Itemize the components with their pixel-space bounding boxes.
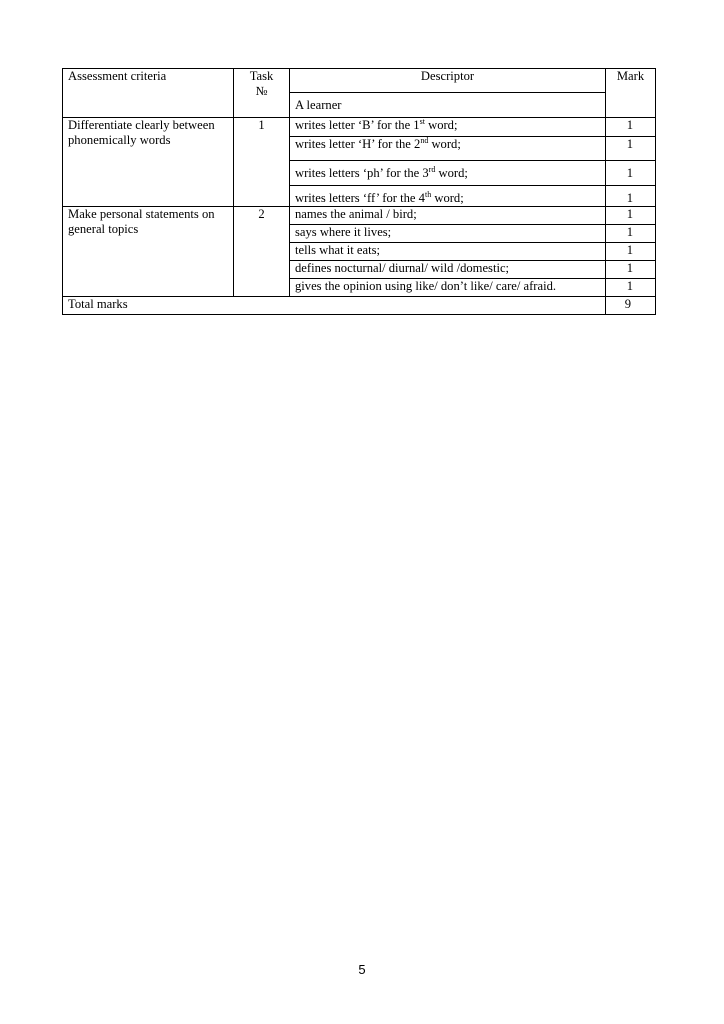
mark-cell: 1 xyxy=(606,243,656,261)
header-task-number-sign: № xyxy=(255,84,268,98)
descriptor-cell: says where it lives; xyxy=(290,225,606,243)
task-number-cell-1: 1 xyxy=(234,118,290,207)
descriptor-cell: tells what it eats; xyxy=(290,243,606,261)
mark-cell: 1 xyxy=(606,161,656,186)
descriptor-cell: gives the opinion using like/ don’t like/ care/ afraid. xyxy=(290,279,606,297)
table-row xyxy=(63,207,656,225)
header-task xyxy=(234,69,290,118)
task-number-cell-2: 2 xyxy=(234,207,290,297)
mark-cell: 1 xyxy=(606,261,656,279)
assessment-table xyxy=(62,68,656,315)
mark-cell: 1 xyxy=(606,207,656,225)
criteria-cell-2: Make personal statements on general topics xyxy=(63,207,234,297)
descriptor-cell: names the animal / bird; xyxy=(290,207,606,225)
mark-cell: 1 xyxy=(606,137,656,161)
criteria-cell-1: Differentiate clearly between phonemically words xyxy=(63,118,234,207)
descriptor-cell: writes letter ‘B’ for the 1st word; xyxy=(290,118,606,137)
header-mark: Mark xyxy=(606,69,656,118)
total-marks-value: 9 xyxy=(606,297,656,315)
total-marks-label: Total marks xyxy=(63,297,606,315)
header-descriptor: Descriptor xyxy=(290,69,606,93)
total-row xyxy=(63,297,656,315)
subheader-a-learner: A learner xyxy=(290,93,606,118)
descriptor-cell: writes letters ‘ph’ for the 3rd word; xyxy=(290,161,606,186)
descriptor-cell: defines nocturnal/ diurnal/ wild /domestic; xyxy=(290,261,606,279)
mark-cell: 1 xyxy=(606,186,656,207)
header-row xyxy=(63,69,656,93)
mark-cell: 1 xyxy=(606,225,656,243)
table-row xyxy=(63,118,656,137)
mark-cell: 1 xyxy=(606,118,656,137)
header-task-label: Task xyxy=(249,69,274,83)
mark-cell: 1 xyxy=(606,279,656,297)
header-assessment-criteria: Assessment criteria xyxy=(63,69,234,118)
descriptor-cell: writes letters ‘ff’ for the 4th word; xyxy=(290,186,606,207)
page-number: 5 xyxy=(358,962,366,977)
descriptor-cell: writes letter ‘H’ for the 2nd word; xyxy=(290,137,606,161)
